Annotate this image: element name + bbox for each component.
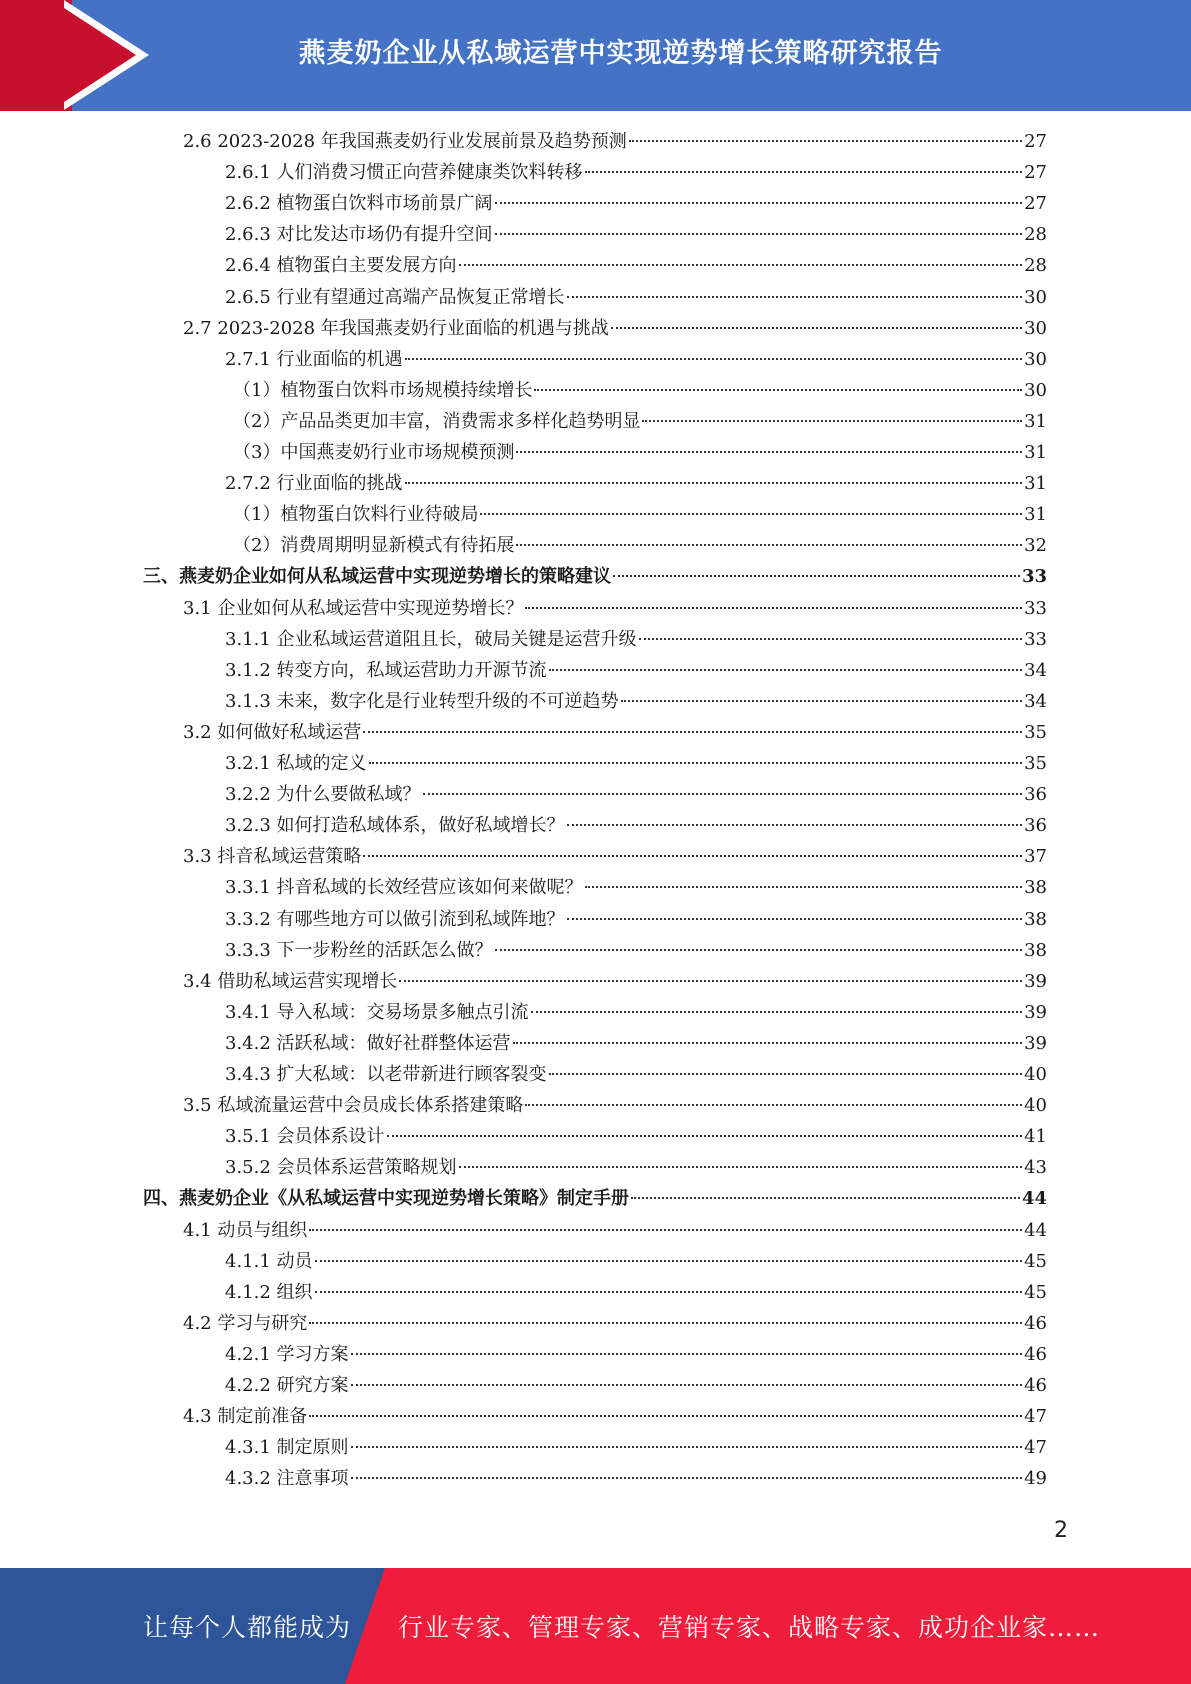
page-number: 2 <box>1054 1518 1068 1543</box>
toc-entry[interactable] <box>183 966 1047 997</box>
toc-entry-page: 46 <box>1024 1375 1047 1396</box>
toc-entry-label: 3.5.2 会员体系运营策略规划 <box>225 1157 457 1179</box>
toc-leader-dots <box>459 264 1023 266</box>
toc-entry-label: （3）中国燕麦奶行业市场规模预测 <box>233 442 515 463</box>
toc-entry-page: 39 <box>1024 970 1047 992</box>
toc-entry-page: 47 <box>1024 1406 1047 1428</box>
toc-entry-label: 2.6.5 行业有望通过高端产品恢复正常增长 <box>225 286 565 308</box>
toc-entry[interactable] <box>225 1028 1047 1059</box>
toc-leader-dots <box>567 918 1023 920</box>
toc-entry[interactable] <box>225 1246 1047 1277</box>
toc-entry-label: 3.5.1 会员体系设计 <box>225 1126 385 1148</box>
toc-entry[interactable] <box>225 1432 1047 1463</box>
toc-entry[interactable] <box>233 375 1047 406</box>
toc-entry-label: 4.2 学习与研究 <box>183 1312 308 1334</box>
toc-entry-page: 39 <box>1024 1001 1047 1023</box>
toc-entry-label: 4.3.1 制定原则 <box>225 1437 349 1459</box>
toc-entry[interactable] <box>225 748 1047 779</box>
toc-leader-dots <box>459 1166 1023 1168</box>
toc-entry-page: 28 <box>1024 255 1047 277</box>
toc-entry[interactable] <box>225 219 1047 250</box>
toc-leader-dots <box>495 202 1023 204</box>
toc-entry[interactable] <box>233 530 1047 561</box>
toc-entry-page: 36 <box>1024 784 1047 806</box>
toc-entry[interactable] <box>225 1463 1047 1494</box>
toc-leader-dots <box>631 1197 1020 1199</box>
toc-leader-dots <box>531 1011 1023 1013</box>
toc-entry-label: 3.1.3 未来，数字化是行业转型升级的不可逆趋势 <box>225 690 619 712</box>
toc-entry-page: 46 <box>1024 1312 1047 1334</box>
toc-entry-label: （1）植物蛋白饮料市场规模持续增长 <box>233 379 533 401</box>
toc-entry-label: 4.1.1 动员 <box>225 1250 313 1272</box>
toc-entry-page: 27 <box>1024 131 1047 152</box>
toc-entry-label: 2.7.2 行业面临的挑战 <box>225 473 403 495</box>
toc-entry[interactable] <box>183 313 1047 344</box>
footer-slogan-left: 让每个人都能成为 <box>143 1613 352 1642</box>
toc-entry-page: 35 <box>1024 721 1047 743</box>
toc-entry[interactable] <box>143 561 1047 592</box>
toc-entry-label: 4.3 制定前准备 <box>183 1406 308 1428</box>
toc-entry[interactable] <box>183 593 1047 624</box>
toc-entry-label: 4.1 动员与组织 <box>183 1219 308 1241</box>
toc-entry[interactable] <box>225 810 1047 841</box>
toc-entry-page: 31 <box>1024 410 1047 432</box>
toc-entry-label: （2）消费周期明显新模式有待拓展 <box>233 535 515 557</box>
toc-entry[interactable] <box>225 1370 1047 1401</box>
header-red-block <box>0 0 72 111</box>
toc-entry-page: 30 <box>1024 286 1047 308</box>
toc-entry-page: 28 <box>1024 224 1047 246</box>
toc-entry[interactable] <box>225 468 1047 499</box>
toc-leader-dots <box>567 296 1023 298</box>
toc-entry[interactable] <box>225 686 1047 717</box>
toc-entry[interactable] <box>183 841 1047 872</box>
toc-leader-dots <box>480 513 1022 515</box>
toc-entry-label: 四、燕麦奶企业《从私域运营中实现逆势增长策略》制定手册 <box>143 1188 629 1210</box>
toc-leader-dots <box>613 575 1020 577</box>
toc-entry-page: 31 <box>1024 442 1047 463</box>
toc-entry-label: 3.1.1 企业私域运营道阻且长，破局关键是运营升级 <box>225 628 637 650</box>
toc-entry-label: 3.4.3 扩大私域：以老带新进行顾客裂变 <box>225 1064 547 1085</box>
toc-leader-dots <box>495 233 1023 235</box>
toc-entry[interactable] <box>225 250 1047 281</box>
toc-leader-dots <box>611 327 1022 329</box>
toc-entry[interactable] <box>183 126 1047 157</box>
toc-entry-page: 44 <box>1021 1188 1047 1210</box>
toc-entry-page: 43 <box>1024 1157 1047 1179</box>
toc-entry[interactable] <box>183 1090 1047 1121</box>
toc-leader-dots <box>642 420 1022 422</box>
toc-entry-page: 35 <box>1024 753 1047 774</box>
toc-entry-label: （1）植物蛋白饮料行业待破局 <box>233 504 479 526</box>
toc-entry-label: 3.2.3 如何打造私域体系，做好私域增长？ <box>225 815 565 837</box>
toc-entry-label: 4.1.2 组织 <box>225 1281 313 1303</box>
toc-entry-page: 47 <box>1024 1437 1047 1459</box>
toc-entry-label: 3.2.2 为什么要做私域？ <box>225 784 421 806</box>
toc-leader-dots <box>567 824 1023 826</box>
toc-entry-label: 2.7.1 行业面临的机遇 <box>225 348 403 370</box>
toc-leader-dots <box>549 669 1023 671</box>
toc-leader-dots <box>315 1260 1023 1262</box>
toc-leader-dots <box>369 762 1023 764</box>
toc-leader-dots <box>534 389 1022 391</box>
toc-leader-dots <box>405 358 1023 360</box>
toc-entry-page: 33 <box>1021 566 1047 588</box>
toc-entry[interactable] <box>183 1308 1047 1339</box>
toc-entry-page: 30 <box>1024 379 1047 401</box>
toc-leader-dots <box>405 482 1023 484</box>
toc-entry[interactable] <box>183 1215 1047 1246</box>
toc-entry[interactable] <box>225 779 1047 810</box>
toc-entry-page: 31 <box>1024 473 1047 495</box>
toc-entry-page: 38 <box>1024 908 1047 930</box>
toc-leader-dots <box>423 793 1023 795</box>
toc-entry-label: 4.2.1 学习方案 <box>225 1343 349 1365</box>
toc-entry-page: 33 <box>1024 628 1047 650</box>
toc-entry[interactable] <box>225 935 1047 966</box>
toc-entry-label: 3.5 私域流量运营中会员成长体系搭建策略 <box>183 1095 524 1117</box>
toc-entry-page: 46 <box>1024 1343 1047 1365</box>
toc-entry-page: 32 <box>1024 535 1047 557</box>
toc-entry-page: 44 <box>1024 1219 1047 1241</box>
toc-entry-label: 3.4.2 活跃私域：做好社群整体运营 <box>225 1032 511 1054</box>
toc-leader-dots <box>549 1073 1023 1075</box>
toc-entry-page: 37 <box>1024 846 1047 868</box>
toc-entry-page: 38 <box>1024 939 1047 961</box>
toc-leader-dots <box>585 886 1023 888</box>
toc-entry[interactable] <box>233 499 1047 530</box>
toc-entry-page: 36 <box>1024 815 1047 837</box>
toc-entry-page: 27 <box>1024 193 1047 215</box>
toc-entry[interactable] <box>233 406 1047 437</box>
toc-leader-dots <box>585 171 1023 173</box>
footer-slogan-right: 行业专家、管理专家、营销专家、战略专家、成功企业家…… <box>398 1613 1101 1642</box>
toc-entry[interactable] <box>143 1183 1047 1214</box>
page-header <box>0 0 1191 111</box>
toc-entry-page: 31 <box>1024 504 1047 526</box>
toc-entry[interactable] <box>225 188 1047 219</box>
toc-entry-label: 3.4.1 导入私域：交易场景多触点引流 <box>225 1001 529 1023</box>
toc-leader-dots <box>351 1353 1023 1355</box>
toc-leader-dots <box>621 700 1023 702</box>
toc-entry[interactable] <box>225 904 1047 935</box>
toc-entry-page: 27 <box>1024 162 1047 184</box>
toc-entry-page: 39 <box>1024 1032 1047 1054</box>
toc-entry-page: 30 <box>1024 348 1047 370</box>
toc-entry-page: 41 <box>1024 1126 1047 1148</box>
header-chevron-inner <box>64 8 136 102</box>
toc-entry-page: 45 <box>1024 1250 1047 1272</box>
toc-leader-dots <box>525 1104 1022 1106</box>
toc-entry[interactable] <box>233 437 1047 468</box>
toc-entry-label: 3.3 抖音私域运营策略 <box>183 846 362 868</box>
toc-entry[interactable] <box>225 997 1047 1028</box>
toc-entry-page: 34 <box>1024 690 1047 712</box>
toc-entry-label: 3.3.2 有哪些地方可以做引流到私域阵地？ <box>225 908 565 930</box>
toc-entry-label: 3.2.1 私域的定义 <box>225 753 367 774</box>
toc-leader-dots <box>516 451 1022 453</box>
toc-entry-label: 2.6.2 植物蛋白饮料市场前景广阔 <box>225 193 493 215</box>
toc-leader-dots <box>315 1291 1023 1293</box>
toc-entry-label: 3.2 如何做好私域运营 <box>183 721 362 743</box>
toc-entry-label: 3.1 企业如何从私域运营中实现逆势增长？ <box>183 597 524 619</box>
toc-entry-label: 3.3.1 抖音私域的长效经营应该如何来做呢？ <box>225 877 583 899</box>
toc-entry[interactable] <box>225 1152 1047 1183</box>
toc-entry-page: 45 <box>1024 1281 1047 1303</box>
toc-entry-page: 34 <box>1024 659 1047 681</box>
toc-leader-dots <box>639 638 1023 640</box>
toc-entry-page: 49 <box>1024 1468 1047 1490</box>
toc-entry[interactable] <box>225 872 1047 903</box>
toc-entry-label: 三、燕麦奶企业如何从私域运营中实现逆势增长的策略建议 <box>143 566 611 588</box>
report-title: 燕麦奶企业从私域运营中实现逆势增长策略研究报告 <box>298 37 943 69</box>
toc-entry-label: 2.6.3 对比发达市场仍有提升空间 <box>225 224 493 246</box>
toc-entry-page: 30 <box>1024 317 1047 339</box>
toc-entry[interactable] <box>225 282 1047 313</box>
toc-entry-label: 3.4 借助私域运营实现增长 <box>183 970 398 992</box>
toc-entry[interactable] <box>225 157 1047 188</box>
toc-leader-dots <box>387 1135 1023 1137</box>
toc-entry[interactable] <box>225 655 1047 686</box>
toc-entry-label: 4.2.2 研究方案 <box>225 1375 349 1396</box>
toc-leader-dots <box>516 544 1022 546</box>
toc-entry-label: 2.6 2023-2028 年我国燕麦奶行业发展前景及趋势预测 <box>183 131 627 152</box>
toc-entry-label: 2.6.4 植物蛋白主要发展方向 <box>225 255 457 277</box>
page-footer <box>0 1568 1191 1684</box>
toc-entry[interactable] <box>225 1339 1047 1370</box>
toc-leader-dots <box>309 1322 1022 1324</box>
toc-entry-page: 38 <box>1024 877 1047 899</box>
toc-entry-label: 3.1.2 转变方向，私域运营助力开源节流 <box>225 659 547 681</box>
toc-leader-dots <box>309 1415 1022 1417</box>
toc-entry-label: 4.3.2 注意事项 <box>225 1468 349 1490</box>
toc-entry[interactable] <box>183 717 1047 748</box>
toc-entry-label: 3.3.3 下一步粉丝的活跃怎么做？ <box>225 939 493 961</box>
toc-leader-dots <box>351 1446 1023 1448</box>
toc-entry[interactable] <box>225 344 1047 375</box>
toc-entry[interactable] <box>225 1059 1047 1090</box>
toc-leader-dots <box>495 949 1023 951</box>
toc-entry-label: 2.6.1 人们消费习惯正向营养健康类饮料转移 <box>225 162 583 184</box>
toc-entry-page: 33 <box>1024 597 1047 619</box>
toc-entry[interactable] <box>183 1401 1047 1432</box>
toc-entry-label: 2.7 2023-2028 年我国燕麦奶行业面临的机遇与挑战 <box>183 317 609 339</box>
toc-leader-dots <box>363 731 1022 733</box>
toc-leader-dots <box>363 855 1022 857</box>
toc-leader-dots <box>351 1477 1023 1479</box>
toc-entry-label: （2）产品品类更加丰富，消费需求多样化趋势明显 <box>233 410 641 432</box>
toc-entry[interactable] <box>225 624 1047 655</box>
toc-entry-page: 40 <box>1024 1064 1047 1085</box>
toc-leader-dots <box>399 980 1022 982</box>
toc-leader-dots <box>309 1229 1022 1231</box>
toc-leader-dots <box>351 1384 1023 1386</box>
toc-entry[interactable] <box>225 1277 1047 1308</box>
toc-leader-dots <box>513 1042 1023 1044</box>
toc-entry-page: 40 <box>1024 1095 1047 1117</box>
toc-leader-dots <box>629 140 1022 142</box>
toc-leader-dots <box>525 607 1022 609</box>
toc-entry[interactable] <box>225 1121 1047 1152</box>
